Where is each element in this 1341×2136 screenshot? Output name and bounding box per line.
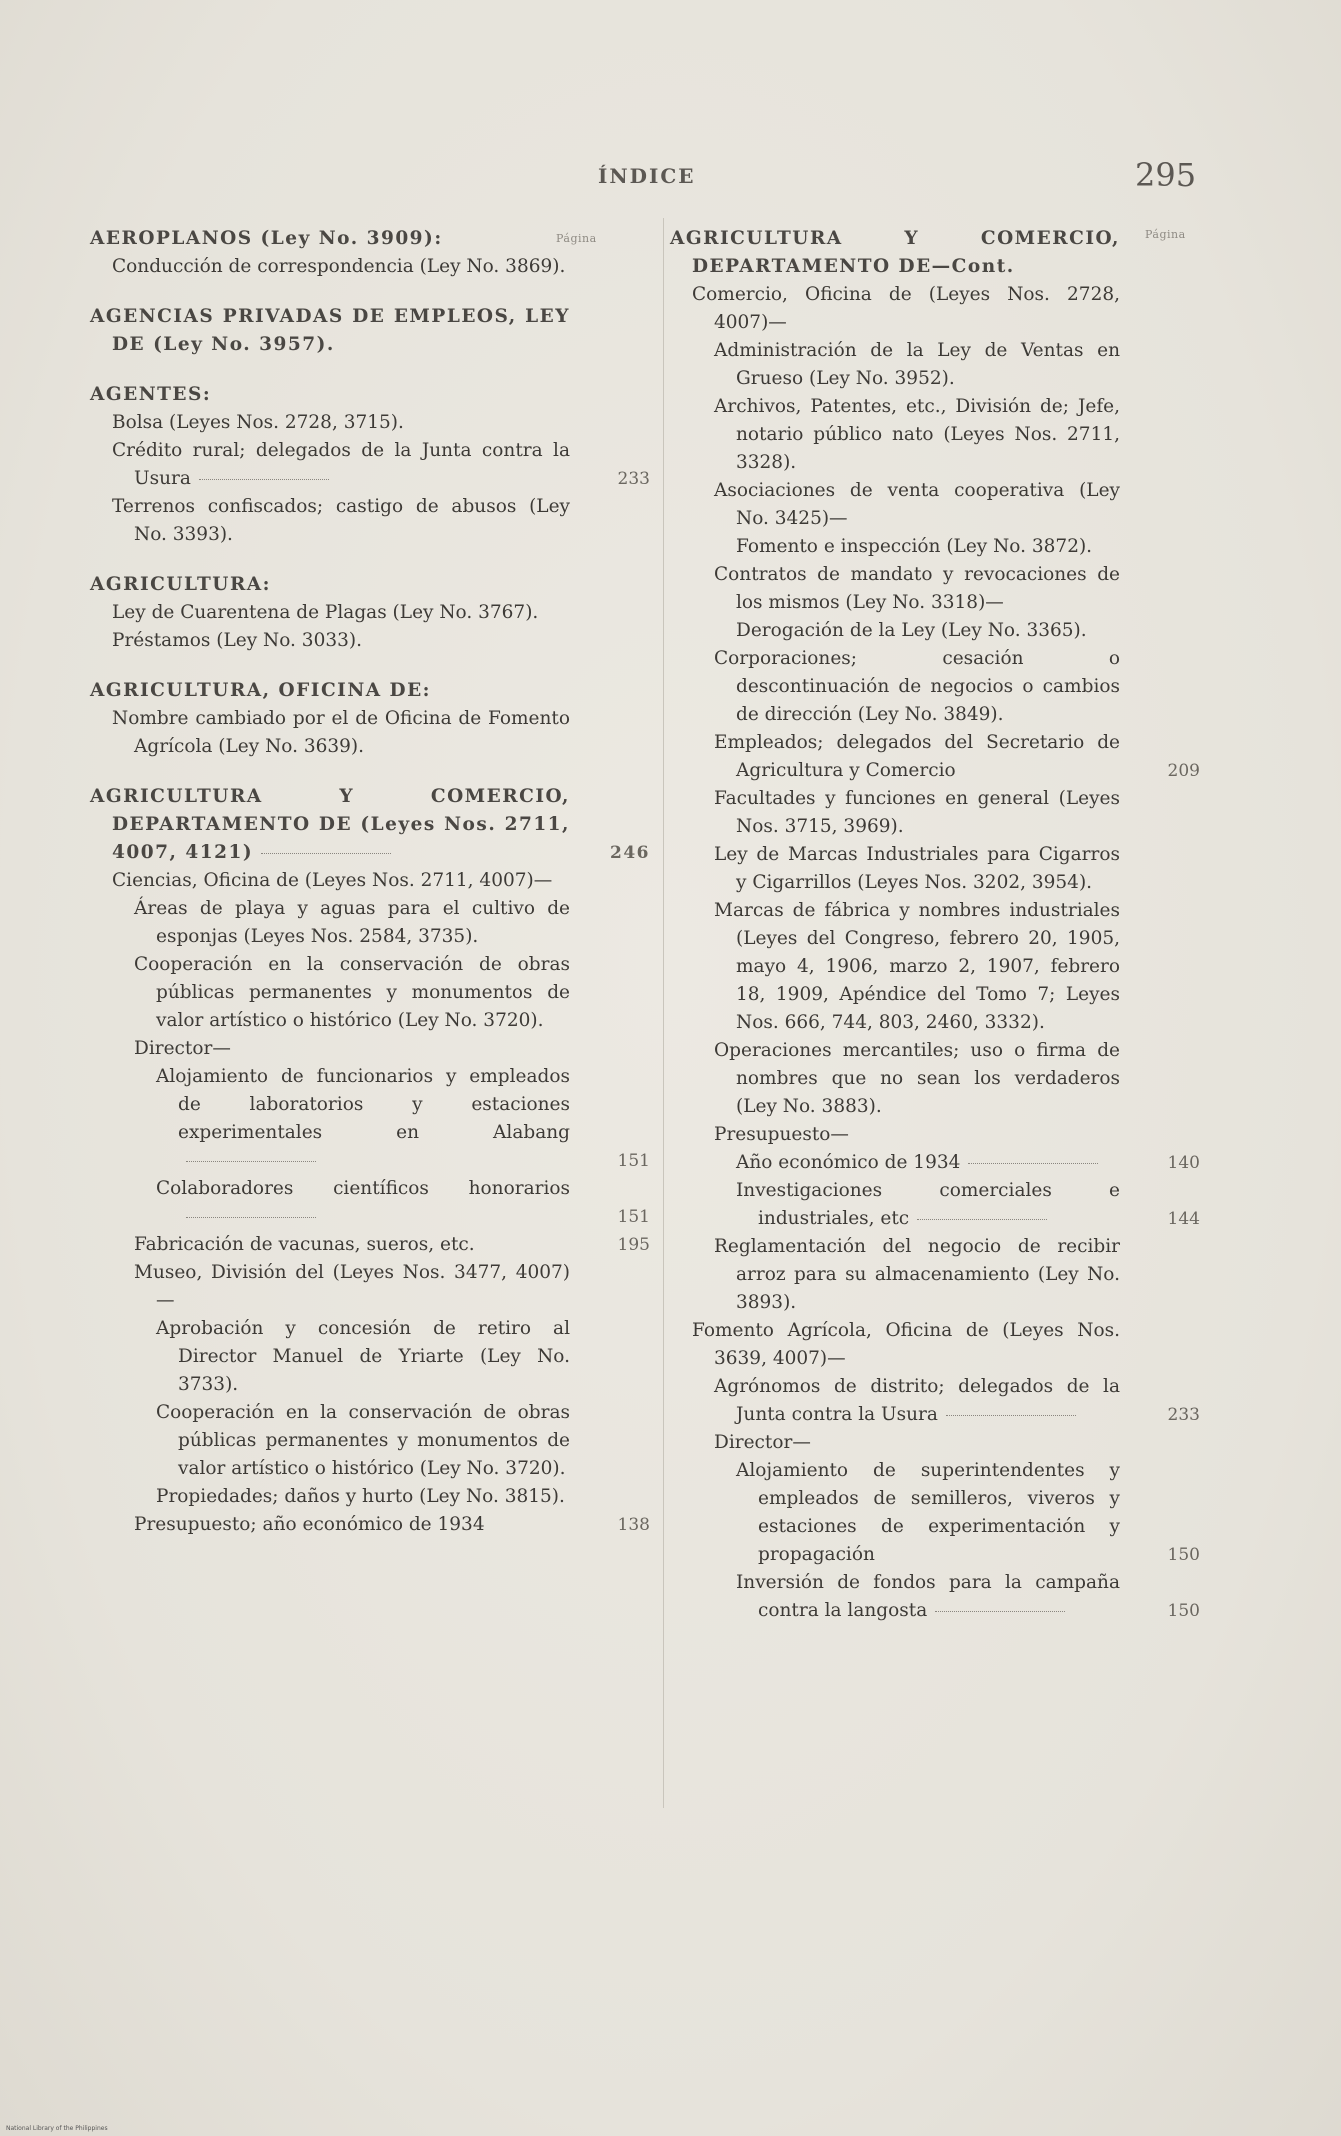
page-number: 295: [1135, 156, 1197, 194]
entry-text: AGENTES:: [90, 384, 212, 405]
entry-spacer: [90, 549, 650, 571]
index-heading: [90, 783, 650, 867]
index-heading: [90, 303, 650, 359]
pagina-label-right: Página: [1145, 228, 1186, 241]
index-entry: [670, 785, 1200, 841]
entry-text: Propiedades; daños y hurto (Ley No. 3815).: [156, 1486, 565, 1507]
entry-text: Asociaciones de venta cooperativa (Ley No. 3425)—: [714, 480, 1120, 529]
index-entry: [90, 253, 650, 281]
index-heading: [90, 677, 650, 705]
index-entry: [90, 1315, 650, 1399]
index-entry: [670, 281, 1200, 337]
entry-text: Fomento Agrícola, Oficina de (Leyes Nos. 3639, 4007)—: [692, 1320, 1120, 1369]
index-entry: [670, 337, 1200, 393]
index-entry: [670, 1429, 1200, 1457]
entry-text: Nombre cambiado por el de Oficina de Fomento Agrícola (Ley No. 3639).: [112, 708, 570, 757]
index-entry: [670, 561, 1200, 617]
entry-text: Contratos de mandato y revocaciones de los mismos (Ley No. 3318)—: [714, 564, 1120, 613]
entry-text: Director—: [134, 1038, 231, 1059]
index-entry: [90, 867, 650, 895]
entry-page-ref: 246: [610, 843, 650, 863]
index-entry: [670, 1317, 1200, 1373]
entry-text: Comercio, Oficina de (Leyes Nos. 2728, 4007)—: [692, 284, 1120, 333]
entry-text: Colaboradores científicos honorarios: [178, 1175, 570, 1231]
entry-text: Crédito rural; delegados de la Junta contra la Usura: [112, 440, 570, 489]
index-entry: [90, 1483, 650, 1511]
index-entry: [90, 1399, 650, 1483]
entry-text: AGENCIAS PRIVADAS DE EMPLEOS, LEY DE (Ley No. 3957).: [90, 306, 570, 355]
index-entry: [670, 1457, 1200, 1569]
entry-text: Inversión de fondos para la campaña contra la langosta: [736, 1572, 1120, 1621]
entry-text: Cooperación en la conservación de obras públicas permanentes y monumentos de valor artístico o histórico (Ley No. 3720).: [134, 954, 570, 1031]
entry-text: Corporaciones; cesación o descontinuación de negocios o cambios de dirección (Ley No. 3849).: [714, 648, 1120, 725]
index-entry: [90, 705, 650, 761]
entry-text: Alojamiento de superintendentes y empleados de semilleros, viveros y estaciones de experimentación y propagación: [736, 1460, 1120, 1565]
entry-page-ref: 150: [1167, 1601, 1200, 1621]
entry-page-ref: 144: [1167, 1209, 1200, 1229]
leader-dots: [946, 1415, 1076, 1416]
index-heading: [90, 381, 650, 409]
entry-page-ref: 195: [617, 1235, 650, 1255]
leader-dots: [917, 1219, 1047, 1220]
entry-text: Presupuesto—: [714, 1124, 849, 1145]
running-header: ÍNDICE: [598, 164, 696, 188]
index-entry: [90, 1231, 650, 1259]
leader-dots: [186, 1217, 316, 1218]
entry-page-ref: 150: [1167, 1545, 1200, 1565]
index-entry: [670, 841, 1200, 897]
entry-text: Cooperación en la conservación de obras públicas permanentes y monumentos de valor artístico o histórico (Ley No. 3720).: [156, 1402, 570, 1479]
index-entry: [90, 599, 650, 627]
index-entry: [670, 393, 1200, 477]
index-entry: [670, 1373, 1200, 1429]
leader-dots: [199, 479, 329, 480]
index-column-right: [670, 225, 1200, 1625]
entry-text: Facultades y funciones en general (Leyes Nos. 3715, 3969).: [714, 788, 1120, 837]
entry-text: Fabricación de vacunas, sueros, etc.: [134, 1234, 475, 1255]
entry-page-ref: 151: [617, 1151, 650, 1171]
index-entry: [90, 1035, 650, 1063]
entry-page-ref: 140: [1167, 1153, 1200, 1173]
index-entry: [90, 895, 650, 951]
entry-text: AGRICULTURA:: [90, 574, 271, 595]
entry-text: Reglamentación del negocio de recibir arroz para su almacenamiento (Ley No. 3893).: [714, 1236, 1120, 1313]
entry-text: Bolsa (Leyes Nos. 2728, 3715).: [112, 412, 404, 433]
index-entry: [90, 627, 650, 655]
entry-text: Marcas de fábrica y nombres industriales (Leyes del Congreso, febrero 20, 1905, mayo 4, 1906, marzo 2, 1907, febrero 18, 1909, Apéndice del Tomo 7; Leyes Nos. 666, 744, 803, 2460, 3332).: [714, 900, 1120, 1033]
index-entry: [670, 533, 1200, 561]
entry-text: AGRICULTURA Y COMERCIO, DEPARTAMENTO DE (Leyes Nos. 2711, 4007, 4121): [90, 786, 570, 863]
index-entry: [90, 1259, 650, 1315]
index-column-left: [90, 225, 650, 1539]
index-entry: [670, 477, 1200, 533]
entry-text: AEROPLANOS (Ley No. 3909):: [90, 228, 443, 249]
entry-text: Administración de la Ley de Ventas en Grueso (Ley No. 3952).: [714, 340, 1120, 389]
entry-text: Ley de Marcas Industriales para Cigarros y Cigarrillos (Leyes Nos. 3202, 3954).: [714, 844, 1120, 893]
leader-dots: [935, 1611, 1065, 1612]
entry-text: Empleados; delegados del Secretario de Agricultura y Comercio: [714, 732, 1120, 781]
entry-text: Fomento e inspección (Ley No. 3872).: [736, 536, 1093, 557]
leader-dots: [261, 853, 391, 854]
index-entry: [90, 1175, 650, 1231]
entry-spacer: [90, 281, 650, 303]
entry-text: Conducción de correspondencia (Ley No. 3869).: [112, 256, 566, 277]
entry-text: Terrenos confiscados; castigo de abusos (Ley No. 3393).: [112, 496, 570, 545]
column-divider: [663, 218, 664, 1808]
entry-text: Alojamiento de funcionarios y empleados de laboratorios y estaciones experimentales en Alabang: [178, 1063, 570, 1175]
index-entry: [670, 1569, 1200, 1625]
entry-page-ref: 233: [1167, 1405, 1200, 1425]
leader-dots: [968, 1163, 1098, 1164]
index-heading: [670, 225, 1200, 281]
index-heading: [90, 571, 650, 599]
entry-text: Agrónomos de distrito; delegados de la Junta contra la Usura: [714, 1376, 1120, 1425]
entry-text: Ley de Cuarentena de Plagas (Ley No. 3767).: [112, 602, 539, 623]
entry-text: Préstamos (Ley No. 3033).: [112, 630, 362, 651]
index-entry: [90, 951, 650, 1035]
entry-text: Año económico de 1934: [758, 1149, 1120, 1177]
index-heading: [90, 225, 650, 253]
index-entry: [670, 729, 1200, 785]
entry-page-ref: 233: [617, 469, 650, 489]
index-entry: [90, 437, 650, 493]
index-entry: [90, 409, 650, 437]
index-entry: [670, 645, 1200, 729]
entry-spacer: [90, 761, 650, 783]
index-entry: [670, 1233, 1200, 1317]
entry-text: AGRICULTURA, OFICINA DE:: [90, 680, 432, 701]
entry-page-ref: 138: [617, 1515, 650, 1535]
index-entry: [670, 1037, 1200, 1121]
index-entry: [90, 1063, 650, 1175]
pagina-label-left: Página: [556, 232, 597, 245]
entry-text: Ciencias, Oficina de (Leyes Nos. 2711, 4007)—: [112, 870, 553, 891]
index-entry: [670, 897, 1200, 1037]
index-entry: [670, 1121, 1200, 1149]
entry-text: Museo, División del (Leyes Nos. 3477, 4007)—: [134, 1262, 570, 1311]
leader-dots: [186, 1161, 316, 1162]
entry-spacer: [90, 655, 650, 677]
entry-spacer: [90, 359, 650, 381]
index-entry: [90, 493, 650, 549]
footer-credit: National Library of the Philippines: [6, 2125, 108, 2132]
entry-text: Derogación de la Ley (Ley No. 3365).: [736, 620, 1087, 641]
entry-text: AGRICULTURA Y COMERCIO, DEPARTAMENTO DE—Cont.: [670, 228, 1120, 277]
entry-text: Áreas de playa y aguas para el cultivo de esponjas (Leyes Nos. 2584, 3735).: [134, 898, 570, 947]
entry-text: Director—: [714, 1432, 811, 1453]
index-entry: [670, 1149, 1200, 1177]
entry-text: Aprobación y concesión de retiro al Director Manuel de Yriarte (Ley No. 3733).: [156, 1318, 570, 1395]
index-entry: [670, 1177, 1200, 1233]
entry-text: Archivos, Patentes, etc., División de; Jefe, notario público nato (Leyes Nos. 2711, 3328).: [714, 396, 1120, 473]
entry-text: Presupuesto; año económico de 1934: [134, 1514, 485, 1535]
entry-page-ref: 151: [617, 1207, 650, 1227]
entry-text: Investigaciones comerciales e industriales, etc: [736, 1180, 1120, 1229]
entry-page-ref: 209: [1167, 761, 1200, 781]
index-entry: [670, 617, 1200, 645]
index-entry: [90, 1511, 650, 1539]
entry-text: Operaciones mercantiles; uso o firma de nombres que no sean los verdaderos (Ley No. 3883).: [714, 1040, 1120, 1117]
